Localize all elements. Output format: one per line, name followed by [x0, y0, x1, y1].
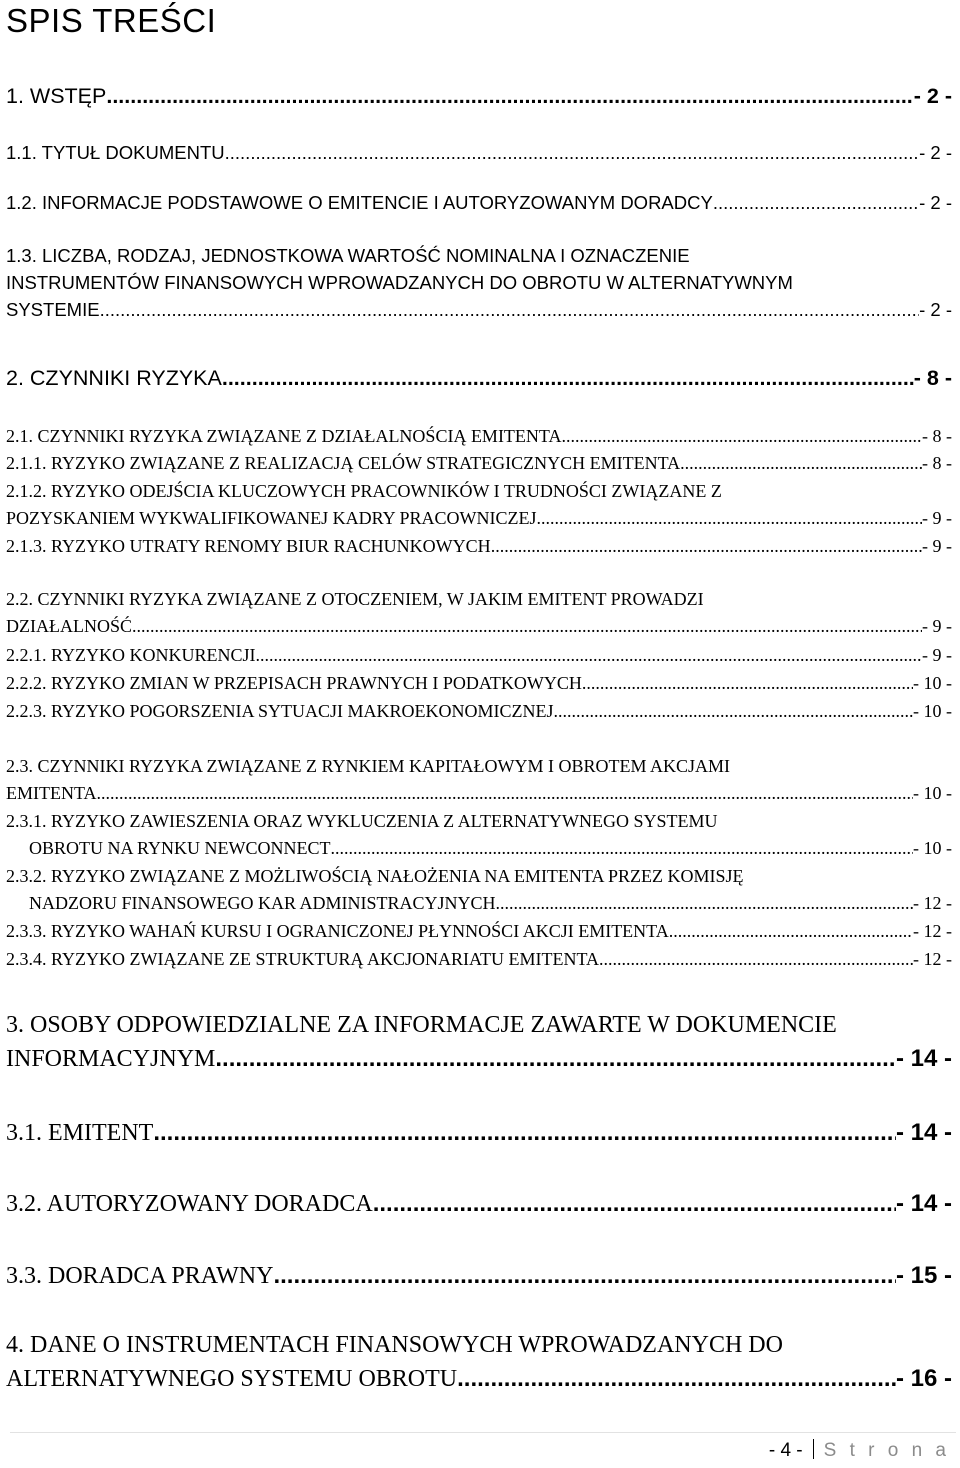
toc-entry[interactable] [6, 481, 952, 535]
toc-entry-text: 3.3. DORADCA PRAWNY [6, 1263, 274, 1289]
toc-entry[interactable] [6, 366, 952, 393]
toc-entry[interactable] [6, 192, 952, 219]
toc-entry-text: 2.1.1. RYZYKO ZWIĄZANE Z REALIZACJĄ CELÓW STRATEGICZNYCH EMITENTA [6, 453, 681, 473]
toc-entry-page: - 16 - [895, 1365, 952, 1392]
toc-entry[interactable] [6, 673, 952, 700]
toc-entry-line: 2.2. CZYNNIKI RYZYKA ZWIĄZANE Z OTOCZENIEM, W JAKIM EMITENT PROWADZI [6, 589, 704, 609]
toc-entry[interactable] [6, 1332, 952, 1398]
toc-entry-text: 1.1. TYTUŁ DOKUMENTU. [6, 142, 230, 163]
toc-entry[interactable] [6, 536, 952, 563]
toc-entry-page: - 10 - [913, 838, 952, 858]
toc-entry-text: EMITENTA [6, 783, 97, 803]
toc-entry-page: - 2 - [919, 142, 952, 163]
toc-entry-text: 2.1. CZYNNIKI RYZYKA ZWIĄZANE Z DZIAŁALNOŚCIĄ EMITENTA [6, 426, 562, 446]
toc-entry-text: SYSTEMIE [6, 299, 100, 320]
toc-entry[interactable] [6, 589, 952, 643]
toc-entry-line: 2.3. CZYNNIKI RYZYKA ZWIĄZANE Z RYNKIEM KAPITAŁOWYM I OBROTEM AKCJAMI [6, 756, 731, 776]
toc-entry-line: 4. DANE O INSTRUMENTACH FINANSOWYCH WPROWADZANYCH DO [6, 1332, 783, 1358]
toc-entry-text: 2. CZYNNIKI RYZYKA [6, 366, 222, 390]
toc-entry-page: - 9 - [922, 536, 952, 556]
toc-entry-line: 1.3. LICZBA, RODZAJ, JEDNOSTKOWA WARTOŚĆ NOMINALNA I OZNACZENIE [6, 245, 690, 266]
toc-entry-text: 2.2.2. RYZYKO ZMIAN W PRZEPISACH PRAWNYCH I PODATKOWYCH [6, 673, 582, 693]
toc-entry-text: 2.2.3. RYZYKO POGORSZENIA SYTUACJI MAKROEKONOMICZNEJ [6, 701, 554, 721]
toc-entry[interactable] [6, 756, 952, 810]
toc-entry-page: - 14 - [895, 1119, 952, 1146]
toc-entry-text: 1.2. INFORMACJE PODSTAWOWE O EMITENCIE I AUTORYZOWANYM DORADCY [6, 192, 713, 213]
toc-entry-page: - 14 - [895, 1190, 952, 1217]
toc-entry-line: 2.3.2. RYZYKO ZWIĄZANE Z MOŻLIWOŚCIĄ NAŁOŻENIA NA EMITENTA PRZEZ KOMISJĘ [6, 866, 744, 886]
toc-entry-page: - 15 - [895, 1262, 952, 1289]
toc-entry-text: 2.1.3. RYZYKO UTRATY RENOMY BIUR RACHUNKOWYCH [6, 536, 491, 556]
toc-entry-text: 1. WSTĘP [6, 84, 107, 108]
toc-entry-text: POZYSKANIEM WYKWALIFIKOWANEJ KADRY PRACOWNICZEJ [6, 508, 537, 528]
toc-entry-line: INSTRUMENTÓW FINANSOWYCH WPROWADZANYCH DO OBROTU W ALTERNATYWNYM [6, 272, 793, 293]
toc-entry-page: - 12 - [913, 893, 952, 913]
toc-entry[interactable] [6, 866, 952, 920]
page-footer [769, 1439, 950, 1462]
toc-entry-text: 3.2. AUTORYZOWANY DORADCA [6, 1191, 373, 1217]
toc-entry[interactable] [6, 142, 952, 169]
footer-label: S t r o n a [823, 1440, 950, 1461]
toc-entry-page: - 12 - [913, 921, 952, 941]
toc-entry[interactable] [6, 426, 952, 453]
toc-entry[interactable] [6, 84, 952, 117]
footer-page-number: - 4 - [768, 1440, 803, 1461]
toc-entry-page: - 8 - [922, 453, 952, 473]
toc-entry-text: DZIAŁALNOŚĆ [6, 616, 132, 636]
toc-entry-text: OBROTU NA RYNKU NEWCONNECT [29, 838, 331, 858]
toc-entry[interactable] [6, 1012, 952, 1078]
toc-entry-page: - 12 - [913, 949, 952, 969]
toc-entry-page: - 8 - [922, 426, 952, 446]
toc-entry-page: - 9 - [922, 645, 952, 665]
toc-entry-page: - 10 - [913, 701, 952, 721]
toc-entry[interactable] [6, 645, 952, 672]
toc-entry-text: 3.1. EMITENT [6, 1120, 154, 1146]
toc-entry[interactable] [6, 949, 952, 976]
toc-entry-text: 2.3.3. RYZYKO WAHAŃ KURSU I OGRANICZONEJ PŁYNNOŚCI AKCJI EMITENTA [6, 921, 669, 941]
footer-divider [10, 1432, 956, 1433]
toc-entry-text: 2.2.1. RYZYKO KONKURENCJI [6, 645, 256, 665]
toc-entry-text: INFORMACYJNYM [6, 1046, 216, 1072]
toc-entry-page: - 8 - [913, 366, 952, 390]
toc-entry-page: - 2 - [919, 192, 952, 213]
toc-entry-text: ALTERNATYWNEGO SYSTEMU OBROTU [6, 1366, 458, 1392]
toc-entry-page: - 2 - [913, 84, 952, 108]
toc-entry[interactable] [6, 921, 952, 948]
toc-entry-line: 3. OSOBY ODPOWIEDZIALNE ZA INFORMACJE ZAWARTE W DOKUMENCIE [6, 1012, 837, 1038]
toc-entry-text: NADZORU FINANSOWEGO KAR ADMINISTRACYJNYCH [29, 893, 496, 913]
toc-entry[interactable] [6, 1119, 952, 1152]
toc-entry-page: - 14 - [895, 1045, 952, 1072]
toc-entry-page: - 2 - [919, 299, 952, 320]
toc-entry[interactable] [6, 245, 952, 326]
toc-entry[interactable] [6, 811, 952, 865]
toc-entry[interactable] [6, 1190, 952, 1223]
toc-title: SPIS TREŚCI [6, 2, 217, 39]
toc-entry-text: 2.3.4. RYZYKO ZWIĄZANE ZE STRUKTURĄ AKCJONARIATU EMITENTA [6, 949, 600, 969]
toc-entry[interactable] [6, 1262, 952, 1295]
toc-entry[interactable] [6, 701, 952, 728]
toc-entry-page: - 9 - [922, 616, 952, 636]
toc-entry-page: - 9 - [922, 508, 952, 528]
toc-entry-line: 2.3.1. RYZYKO ZAWIESZENIA ORAZ WYKLUCZENIA Z ALTERNATYWNEGO SYSTEMU [6, 811, 718, 831]
toc-entry-line: 2.1.2. RYZYKO ODEJŚCIA KLUCZOWYCH PRACOWNIKÓW I TRUDNOŚCI ZWIĄZANE Z [6, 481, 722, 501]
footer-separator [813, 1439, 814, 1459]
toc-entry[interactable] [6, 453, 952, 480]
toc-entry-page: - 10 - [913, 673, 952, 693]
toc-entry-page: - 10 - [913, 783, 952, 803]
